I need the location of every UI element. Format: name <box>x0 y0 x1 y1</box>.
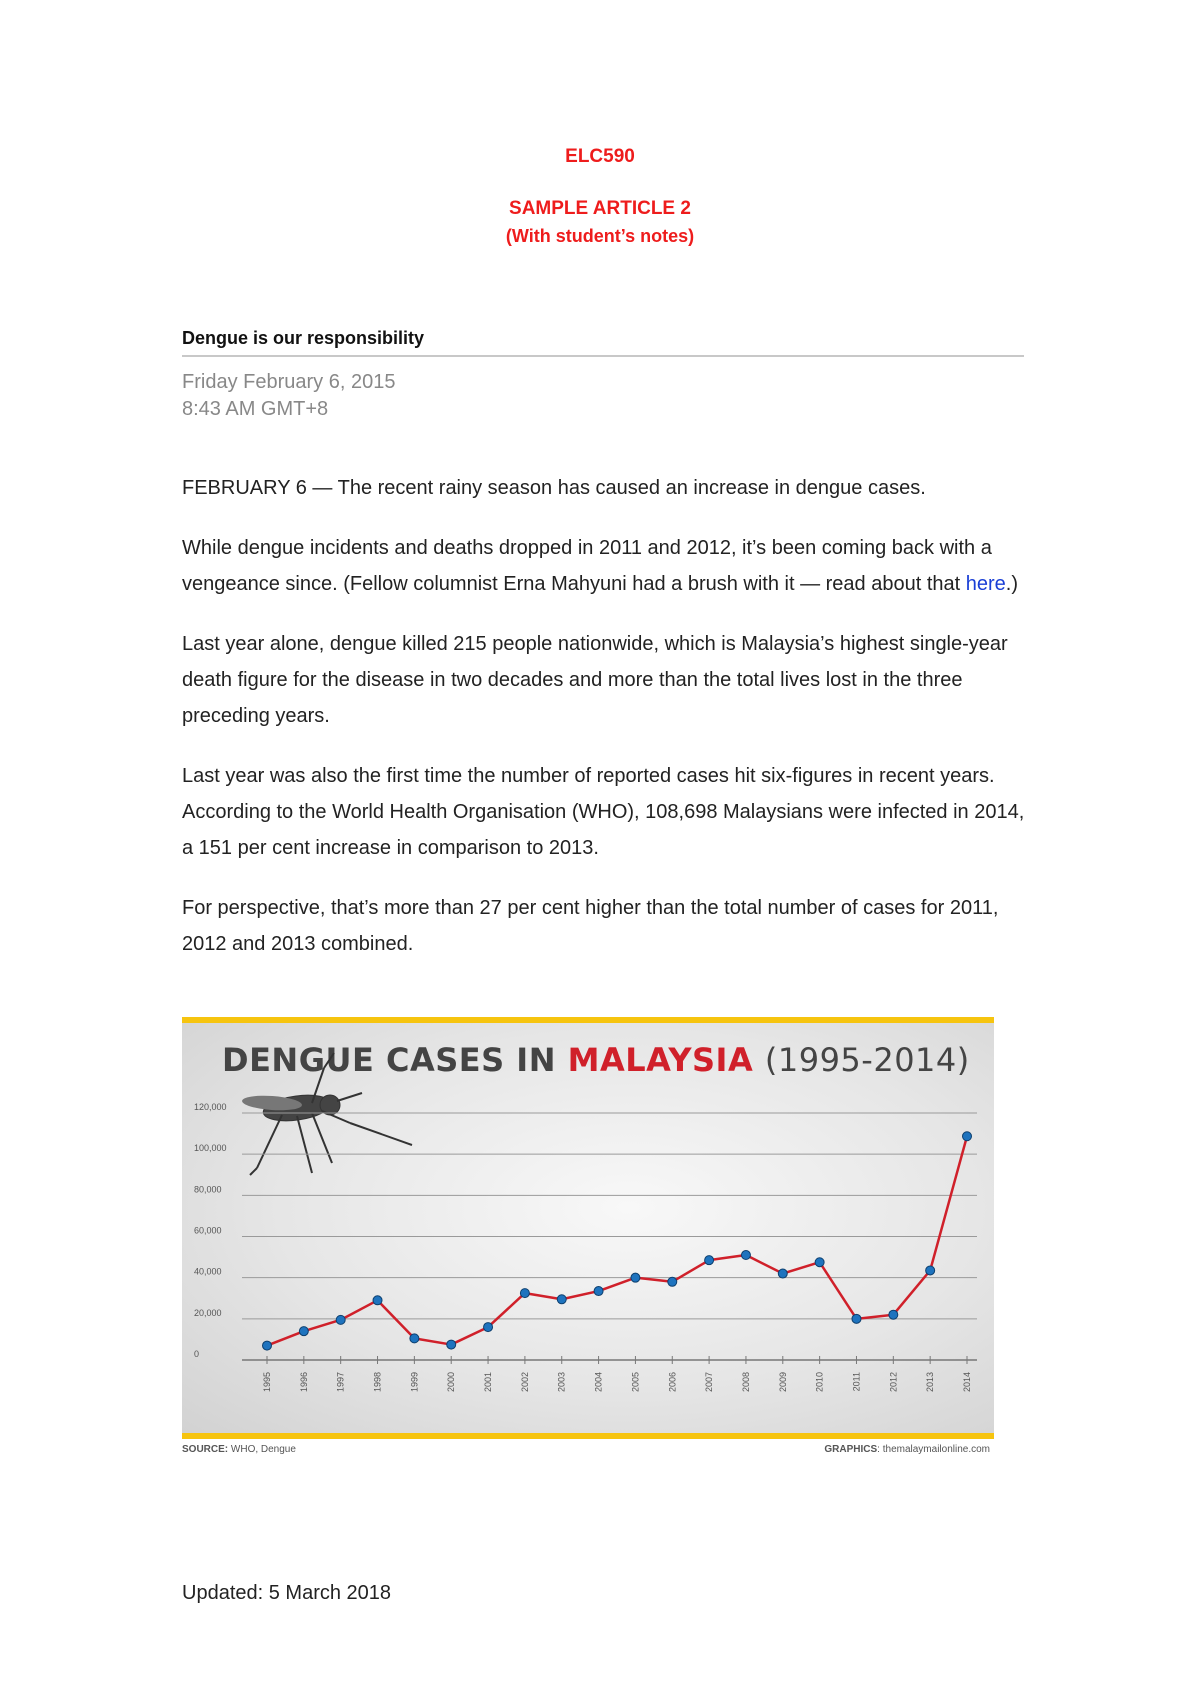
source-text: WHO, Dengue <box>230 1444 296 1455</box>
dengue-chart-figure <box>182 1017 994 1455</box>
x-tick-label: 2003 <box>556 1372 567 1393</box>
x-tick-label: 2002 <box>519 1372 530 1393</box>
chart-title-years: (1995-2014) <box>764 1041 970 1079</box>
x-tick-label: 2013 <box>925 1372 936 1393</box>
document-title: SAMPLE ARTICLE 2 <box>509 198 691 219</box>
x-tick-label: 2001 <box>483 1372 494 1393</box>
figure-source <box>182 1444 296 1455</box>
data-point <box>373 1296 382 1305</box>
y-tick-label: 120,000 <box>194 1102 227 1112</box>
paragraph-2-text: While dengue incidents and deaths dropped in 2011 and 2012, it’s been coming back with a vengeance since. (Fellow columnist Erna Mahyuni had a brush with it — read about that <box>182 537 992 595</box>
figure-credit <box>824 1444 990 1455</box>
data-point <box>815 1258 824 1267</box>
x-tick-label: 2005 <box>630 1372 641 1393</box>
paragraph-5: For perspective, that’s more than 27 per cent higher than the total number of cases for 2011, 2012 and 2013 combined. <box>182 897 999 955</box>
x-tick-label: 2009 <box>777 1372 788 1393</box>
data-point <box>668 1277 677 1286</box>
x-tick-label: 2007 <box>704 1372 715 1393</box>
x-tick-label: 1997 <box>335 1372 346 1393</box>
chart-panel <box>182 1017 994 1439</box>
data-point <box>263 1341 272 1350</box>
y-tick-label: 20,000 <box>194 1307 222 1318</box>
data-point <box>336 1315 345 1324</box>
here-link[interactable]: here <box>965 573 1006 595</box>
updated-note: Updated: 5 March 2018 <box>182 1582 392 1604</box>
paragraph-3: Last year alone, dengue killed 215 people nationwide, which is Malaysia’s highest single-year death figure for the disease in two decades and more than the total lives lost in the three preceding years. <box>182 633 1008 727</box>
x-tick-label: 2012 <box>888 1372 899 1393</box>
data-point <box>741 1251 750 1260</box>
x-tick-label: 2000 <box>446 1372 457 1393</box>
credit-label: GRAPHICS <box>824 1444 878 1455</box>
paragraph-2-end: .) <box>1005 573 1018 595</box>
credit-text: : themalaymailonline.com <box>877 1444 990 1455</box>
x-tick-label: 1998 <box>372 1372 383 1393</box>
article-dateline <box>182 369 395 423</box>
chart-title-country: MALAYSIA <box>567 1041 754 1079</box>
mosquito-icon <box>242 1053 412 1175</box>
y-tick-label: 80,000 <box>194 1184 222 1195</box>
data-point <box>557 1295 566 1304</box>
article-body <box>182 470 1032 986</box>
article-date: Friday February 6, 2015 <box>182 371 396 393</box>
data-point <box>889 1310 898 1319</box>
x-tick-label: 2006 <box>667 1372 678 1393</box>
x-tick-label: 2004 <box>593 1372 604 1393</box>
document-subtitle: (With student’s notes) <box>505 226 695 246</box>
y-tick-label: 60,000 <box>194 1225 222 1236</box>
data-point <box>299 1327 308 1336</box>
data-point <box>484 1323 493 1332</box>
data-point <box>631 1273 640 1282</box>
x-tick-label: 2010 <box>814 1372 825 1393</box>
x-tick-label: 2011 <box>851 1372 862 1392</box>
line-chart <box>182 1023 994 1439</box>
x-tick-label: 1999 <box>409 1372 420 1393</box>
data-point <box>410 1334 419 1343</box>
series-line <box>267 1136 967 1345</box>
data-point <box>594 1287 603 1296</box>
x-tick-label: 1995 <box>262 1372 272 1393</box>
data-point <box>852 1314 861 1323</box>
y-tick-label: 100,000 <box>194 1143 227 1154</box>
y-tick-label: 40,000 <box>194 1266 222 1277</box>
data-point <box>705 1256 714 1265</box>
x-tick-label: 2008 <box>740 1372 751 1393</box>
data-point <box>963 1132 972 1141</box>
data-point <box>926 1266 935 1275</box>
article-headline: Dengue is our responsibility <box>182 328 1024 357</box>
source-label: SOURCE: <box>182 1444 229 1455</box>
data-point <box>778 1269 787 1278</box>
paragraph-4: Last year was also the first time the number of reported cases hit six-figures in recent years. According to the World Health Organisation (WHO), 108,698 Malaysians were infected in 2014, a 151 per cent increase in comparison to 2013. <box>182 765 1025 859</box>
y-tick-label: 0 <box>194 1349 200 1359</box>
x-tick-label: 1996 <box>298 1372 309 1393</box>
data-point <box>520 1289 529 1298</box>
data-point <box>447 1340 456 1349</box>
x-tick-label: 2014 <box>962 1372 972 1393</box>
chart-title-part1: DENGUE CASES IN <box>222 1041 556 1079</box>
article-time: 8:43 AM GMT+8 <box>182 398 329 420</box>
paragraph-2 <box>182 530 1032 602</box>
course-code: ELC590 <box>565 146 635 167</box>
paragraph-1: FEBRUARY 6 — The recent rainy season has caused an increase in dengue cases. <box>182 477 926 499</box>
